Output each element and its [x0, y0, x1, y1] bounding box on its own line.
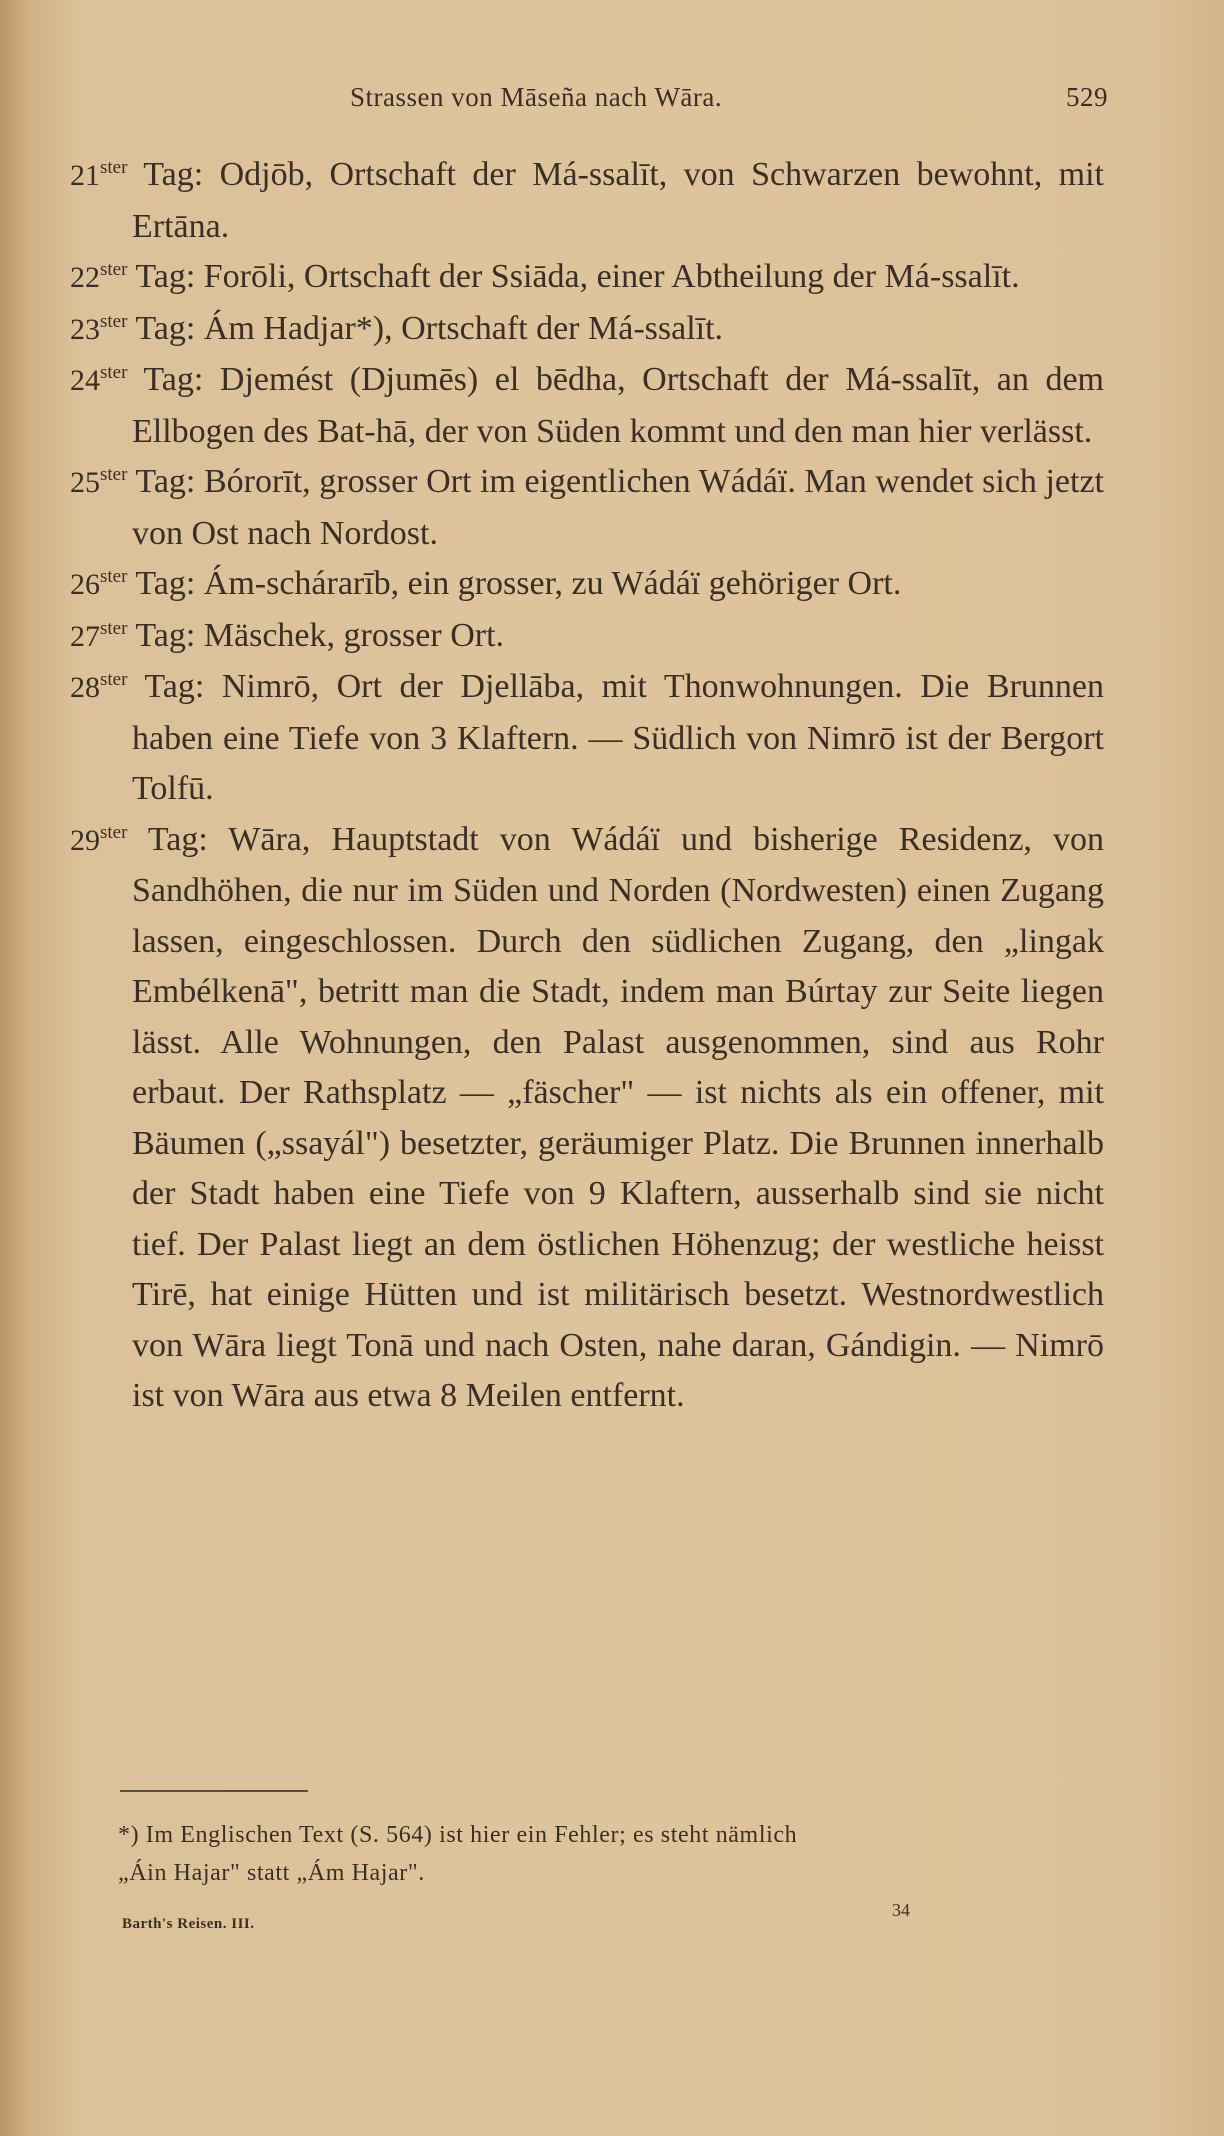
entry-day-22 — [70, 252, 1104, 304]
day-marker: $21^{ster}$ Tag: — [70, 156, 204, 193]
day-marker: $24^{ster}$ Tag: — [70, 361, 204, 398]
day-marker: $23^{ster}$ Tag: — [70, 309, 196, 347]
sheet-number: 34 — [892, 1900, 910, 1920]
entry-text: Forōli, Ortschaft der Ssiāda, einer Abtheilung der Má-ssalīt. — [203, 258, 1020, 295]
entry-day-27 — [70, 611, 1104, 663]
footnote-line-2: „Áin Hajar" statt „Ám Hajar". — [118, 1860, 425, 1886]
entry-day-29 — [70, 815, 1104, 1422]
signature-mark: Barth's Reisen. III. — [122, 1916, 255, 1932]
day-marker: $29^{ster}$ Tag: — [70, 820, 208, 858]
footnote — [118, 1816, 1104, 1892]
day-marker: $27^{ster}$ Tag: — [70, 616, 196, 654]
entry-text: Nimrō, Ort der Djellāba, mit Thonwohnungen. Die Brunnen haben eine Tiefe von 3 Klaftern. — Südlich von Nimrō ist der Bergort Tolfū. — [132, 668, 1104, 807]
entry-day-21 — [70, 150, 1104, 252]
entry-text: Djemést (Djumēs) el bēdha, Ortschaft der Má-ssalīt, an dem Ellbogen des Bat-hā, der von Süden kommt und den man hier verlässt. — [132, 361, 1105, 450]
itinerary-text — [70, 150, 1104, 1422]
page-number: 529 — [1066, 82, 1108, 112]
entry-text: Bórorīt, grosser Ort im eigentlichen Wádáï. Man wendet sich jetzt von Ost nach Nordost. — [132, 463, 1104, 552]
day-marker: $25^{ster}$ Tag: — [70, 463, 196, 500]
entry-day-24 — [70, 355, 1104, 457]
entry-text: Mäschek, grosser Ort. — [203, 616, 505, 654]
entry-text: Wāra, Hauptstadt von Wádáï und bisherige Residenz, von Sandhöhen, die nur im Süden und Norden (Nordwesten) einen Zugang lassen, eingeschlossen. Durch den südlichen Zugang, den „lingak Embélkenā", betritt man die Stadt, indem man Búrtay zur Seite liegen lässt. Alle Wohnungen, den Palast ausgenommen, sind aus Rohr erbaut. Der Rathsplatz — „fäscher" — ist nichts als ein offener, mit Bäumen („ssayál") besetzter, geräumiger Platz. Die Brunnen innerhalb der Stadt haben eine Tiefe von 9 Klaftern, ausserhalb sind sie nicht tief. Der Palast liegt an dem östlichen Höhenzug; der westliche heisst Tirē, hat einige Hütten und ist militärisch besetzt. Westnordwestlich von Wāra liegt Tonā und nach Osten, nahe daran, Gándigin. — Nimrō ist von Wāra aus etwa 8 Meilen entfernt. — [132, 820, 1104, 1414]
day-marker: $22^{ster}$ Tag: — [70, 258, 196, 295]
entry-day-23 — [70, 304, 1104, 356]
day-marker: $28^{ster}$ Tag: — [70, 668, 205, 705]
entry-text: Odjōb, Ortschaft der Má-ssalīt, von Schwarzen bewohnt, mit Ertāna. — [132, 156, 1104, 245]
entry-day-25 — [70, 457, 1104, 559]
footnote-line-1: *) Im Englischen Text (S. 564) ist hier ein Fehler; es steht nämlich — [118, 1822, 798, 1848]
entry-day-28 — [70, 662, 1104, 815]
entry-text: Ám Hadjar*), Ortschaft der Má-ssalīt. — [203, 309, 724, 347]
footnote-divider — [120, 1790, 308, 1792]
day-marker: $26^{ster}$ Tag: — [70, 565, 196, 602]
entry-day-26 — [70, 559, 1104, 611]
running-title: Strassen von Māseña nach Wāra. — [350, 82, 723, 112]
entry-text: Ám-schárarīb, ein grosser, zu Wádáï gehöriger Ort. — [203, 565, 902, 602]
